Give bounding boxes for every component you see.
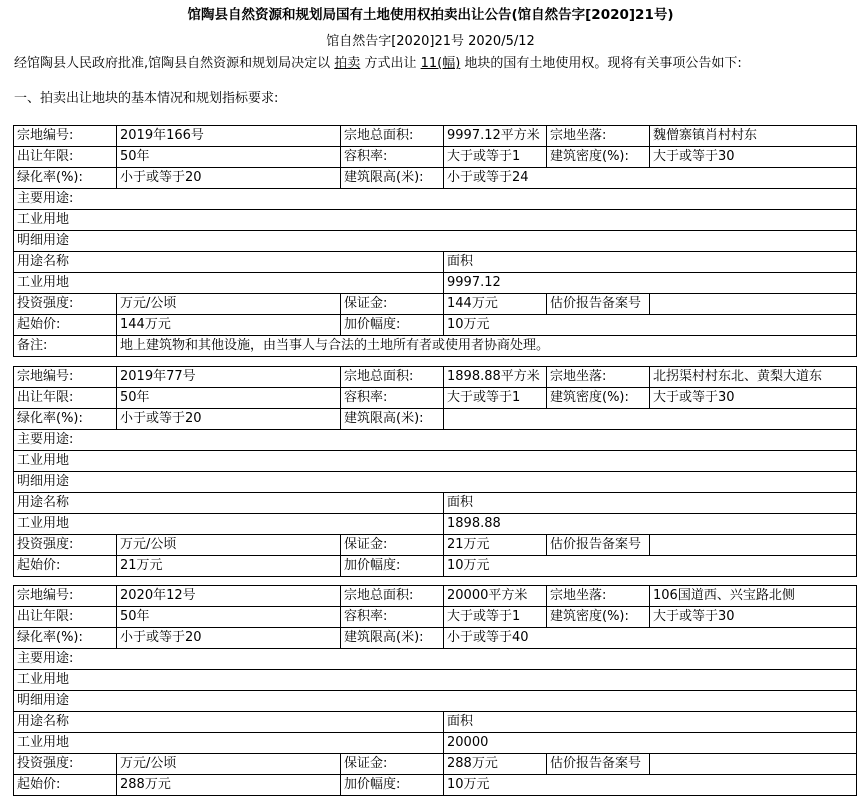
value-start-price: 144万元 [117, 315, 341, 336]
table-row [14, 189, 857, 210]
value-density: 大于或等于30 [650, 388, 857, 409]
value-appraisal [650, 535, 857, 556]
table-row [14, 628, 857, 649]
value-main-use: 工业用地 [14, 210, 857, 231]
table-row [14, 754, 857, 775]
label-use-name: 用途名称 [14, 252, 444, 273]
value-deposit: 288万元 [444, 754, 547, 775]
label-start-price: 起始价: [14, 315, 117, 336]
label-height: 建筑限高(米): [341, 628, 444, 649]
label-deposit: 保证金: [341, 535, 444, 556]
value-start-price: 21万元 [117, 556, 341, 577]
label-area: 宗地总面积: [341, 367, 444, 388]
label-main-use: 主要用途: [14, 649, 857, 670]
table-row [14, 273, 857, 294]
label-height: 建筑限高(米): [341, 168, 444, 189]
value-increment: 10万元 [444, 315, 857, 336]
value-use-name: 工业用地 [14, 733, 444, 754]
label-far: 容积率: [341, 147, 444, 168]
table-row [14, 147, 857, 168]
label-green: 绿化率(%): [14, 409, 117, 430]
section-heading: 一、拍卖出让地块的基本情况和规划指标要求: [14, 91, 279, 106]
label-invest: 投资强度: [14, 754, 117, 775]
label-location: 宗地坐落: [547, 586, 650, 607]
intro-count: 11(幅) [420, 56, 461, 71]
label-main-use: 主要用途: [14, 430, 857, 451]
value-use-name: 工业用地 [14, 273, 444, 294]
parcel-table [13, 585, 857, 796]
value-invest: 万元/公顷 [117, 754, 341, 775]
table-row [14, 294, 857, 315]
label-area-col: 面积 [444, 493, 857, 514]
value-increment: 10万元 [444, 556, 857, 577]
table-row [14, 535, 857, 556]
value-deposit: 21万元 [444, 535, 547, 556]
table-row [14, 430, 857, 451]
table-row [14, 472, 857, 493]
table-row [14, 691, 857, 712]
value-term: 50年 [117, 607, 341, 628]
value-appraisal [650, 754, 857, 775]
label-term: 出让年限: [14, 147, 117, 168]
table-row [14, 210, 857, 231]
value-main-use: 工业用地 [14, 670, 857, 691]
value-invest: 万元/公顷 [117, 535, 341, 556]
value-height: 小于或等于24 [444, 168, 857, 189]
value-location: 北拐渠村村东北、黄梨大道东 [650, 367, 857, 388]
table-row [14, 493, 857, 514]
table-row [14, 388, 857, 409]
label-deposit: 保证金: [341, 294, 444, 315]
parcel-table [13, 125, 857, 357]
label-increment: 加价幅度: [341, 556, 444, 577]
label-location: 宗地坐落: [547, 367, 650, 388]
value-main-use: 工业用地 [14, 451, 857, 472]
value-height: 小于或等于40 [444, 628, 857, 649]
table-row [14, 231, 857, 252]
label-start-price: 起始价: [14, 556, 117, 577]
label-area-col: 面积 [444, 252, 857, 273]
value-green: 小于或等于20 [117, 168, 341, 189]
label-increment: 加价幅度: [341, 775, 444, 796]
label-invest: 投资强度: [14, 294, 117, 315]
label-area: 宗地总面积: [341, 586, 444, 607]
table-row [14, 775, 857, 796]
label-far: 容积率: [341, 607, 444, 628]
table-row [14, 126, 857, 147]
value-term: 50年 [117, 147, 341, 168]
table-row [14, 409, 857, 430]
value-use-area: 20000 [444, 733, 857, 754]
table-row [14, 607, 857, 628]
label-invest: 投资强度: [14, 535, 117, 556]
table-row [14, 252, 857, 273]
label-term: 出让年限: [14, 388, 117, 409]
label-use-name: 用途名称 [14, 712, 444, 733]
value-deposit: 144万元 [444, 294, 547, 315]
label-remark: 备注: [14, 336, 117, 357]
intro-pre: 经馆陶县人民政府批准,馆陶县自然资源和规划局决定以 [14, 56, 331, 71]
value-invest: 万元/公顷 [117, 294, 341, 315]
value-remark: 地上建筑物和其他设施，由当事人与合法的土地所有者或使用者协商处理。 [117, 336, 857, 357]
value-increment: 10万元 [444, 775, 857, 796]
label-appraisal: 估价报告备案号 [547, 754, 650, 775]
table-row [14, 367, 857, 388]
value-code: 2019年77号 [117, 367, 341, 388]
table-row [14, 451, 857, 472]
page-title: 馆陶县自然资源和规划局国有土地使用权拍卖出让公告(馆自然告字[2020]21号) [187, 7, 674, 23]
table-row [14, 336, 857, 357]
value-far: 大于或等于1 [444, 147, 547, 168]
table-row [14, 556, 857, 577]
table-row [14, 670, 857, 691]
label-main-use: 主要用途: [14, 189, 857, 210]
intro-mid: 方式出让 [364, 56, 417, 71]
label-density: 建筑密度(%): [547, 607, 650, 628]
value-area: 20000平方米 [444, 586, 547, 607]
value-use-area: 9997.12 [444, 273, 857, 294]
value-code: 2020年12号 [117, 586, 341, 607]
label-deposit: 保证金: [341, 754, 444, 775]
label-area: 宗地总面积: [341, 126, 444, 147]
value-use-area: 1898.88 [444, 514, 857, 535]
value-appraisal [650, 294, 857, 315]
table-row [14, 712, 857, 733]
label-detail-use: 明细用途 [14, 691, 857, 712]
intro-paragraph [14, 55, 742, 73]
label-density: 建筑密度(%): [547, 147, 650, 168]
label-increment: 加价幅度: [341, 315, 444, 336]
table-row [14, 514, 857, 535]
label-code: 宗地编号: [14, 126, 117, 147]
value-far: 大于或等于1 [444, 388, 547, 409]
label-appraisal: 估价报告备案号 [547, 294, 650, 315]
label-location: 宗地坐落: [547, 126, 650, 147]
value-height [444, 409, 857, 430]
value-far: 大于或等于1 [444, 607, 547, 628]
table-row [14, 315, 857, 336]
intro-post: 地块的国有土地使用权。现将有关事项公告如下: [464, 56, 742, 71]
document-number-date: 馆自然告字[2020]21号 2020/5/12 [326, 34, 535, 49]
intro-method: 拍卖 [334, 56, 361, 71]
value-area: 9997.12平方米 [444, 126, 547, 147]
label-area-col: 面积 [444, 712, 857, 733]
table-row [14, 168, 857, 189]
value-density: 大于或等于30 [650, 147, 857, 168]
value-density: 大于或等于30 [650, 607, 857, 628]
table-row [14, 733, 857, 754]
label-height: 建筑限高(米): [341, 409, 444, 430]
label-start-price: 起始价: [14, 775, 117, 796]
value-green: 小于或等于20 [117, 409, 341, 430]
table-row [14, 586, 857, 607]
label-density: 建筑密度(%): [547, 388, 650, 409]
label-detail-use: 明细用途 [14, 231, 857, 252]
parcel-table [13, 366, 857, 577]
label-green: 绿化率(%): [14, 168, 117, 189]
label-code: 宗地编号: [14, 586, 117, 607]
value-location: 106国道西、兴宝路北侧 [650, 586, 857, 607]
value-green: 小于或等于20 [117, 628, 341, 649]
label-code: 宗地编号: [14, 367, 117, 388]
value-area: 1898.88平方米 [444, 367, 547, 388]
value-use-name: 工业用地 [14, 514, 444, 535]
value-start-price: 288万元 [117, 775, 341, 796]
label-appraisal: 估价报告备案号 [547, 535, 650, 556]
value-term: 50年 [117, 388, 341, 409]
value-code: 2019年166号 [117, 126, 341, 147]
label-use-name: 用途名称 [14, 493, 444, 514]
label-far: 容积率: [341, 388, 444, 409]
label-detail-use: 明细用途 [14, 472, 857, 493]
label-term: 出让年限: [14, 607, 117, 628]
table-row [14, 649, 857, 670]
label-green: 绿化率(%): [14, 628, 117, 649]
value-location: 魏僧寨镇肖村村东 [650, 126, 857, 147]
